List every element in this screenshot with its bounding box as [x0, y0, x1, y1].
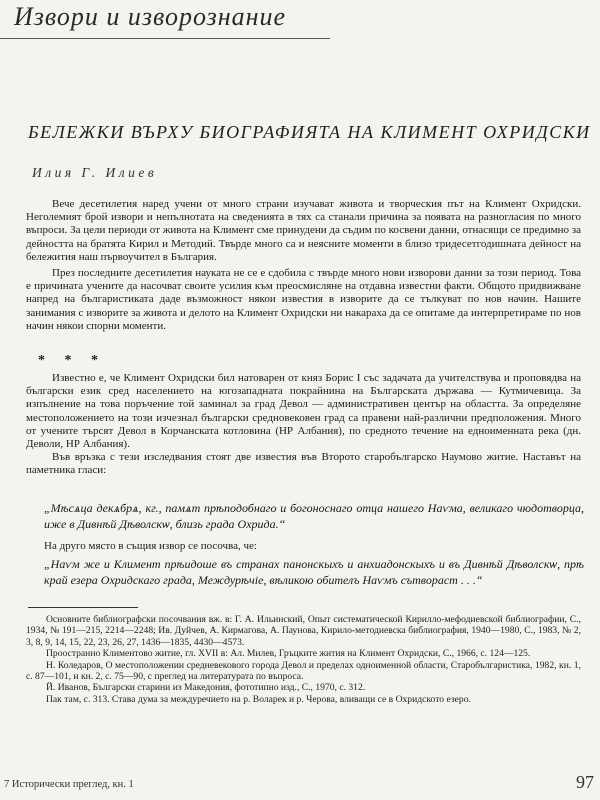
journal-footer: 7 Исторически преглед, кн. 1	[4, 779, 134, 790]
paragraph-text: Вече десетилетия наред учени от много страни изучават живота и творческия път на Климент Охридски. Неголемият брой извори и непълнотата на сведенията в тях са станали причина за появата на разногласия по много въпроси. За цели периоди от живота на Климент сме принудени да съдим по косвени данни, отнасящи се предимно за дейността на братята Кирил и Методий. Твърде много са и неясните моменти в близо тридесетгодишната дейност на бележития наш първоучител в България.	[26, 198, 581, 263]
page-number: 97	[576, 772, 594, 792]
quote-2: „Наѵм же и Климент прѣидоше въ странах панонскыхъ и анхиадонскыхъ и въ Дивнѣй Дѣволскѡ, прѣ край езера Охридскаго града, Междурѣчіе, вѣликою обителъ Наѵмъ сътвораст . . .“	[44, 557, 584, 587]
paragraph-text: През последните десетилетия науката не се е сдобила с твърде много нови изворови данни за този период. Това е причината учените да насочват своите усилия към преосмисляне на отдавна известни факти. Общото придвижване напред на българистиката даде възможност някои известия в изворите да се тълкуват по нов начин. Нашите занимания с изворите за живота и делото на Климент Охридски ни накараха да се опитаме да интерпретираме по нов начин някои спорни моменти.	[26, 267, 581, 332]
footnote-1: Основните библиографски посочвания вж. в: Г. А. Ильинский, Опыт систематической Кирилло-мефодиевской библиографии, С., 1934, № 191—215, 2214—2248; Ив. Дуйчев, А. Кирмагова, А. Паунова, Кирило-методиевска библиография, 1940—1980, С., 1983, № 2, 3, 8, 9, 14, 15, 22, 23, 26, 27, 1436—1835, 4430—4573.	[26, 614, 581, 648]
section-title-rule	[0, 38, 330, 39]
footnote-5: Пак там, с. 313. Става дума за междуречието на р. Воларек и р. Черова, вливащи се в Охридското езеро.	[46, 693, 471, 705]
footnotes	[26, 614, 581, 705]
paragraph-text: Известно е, че Климент Охридски бил натоварен от княз Борис I със задачата да учителствува и проповядва на български език сред населението на югозападната покрайнина на Българската държава — Кутмичевица. За изпълнение на това поръчение той заминал за град Девол — административен център на областта. За определяне местоположението на този изчезнал български средновековен град са правени най-различни предположения. Много от учените търсят Девол в Корчанската котловина (НР Албания), по средното течение на едноименната река (дн. Деволи, НР Албания).	[26, 372, 581, 451]
footnote-rule	[28, 607, 138, 608]
paragraph-text: Във връзка с тези изследвания стоят две известия във Второто старобългарско Наумово житие. Наставът на паметника гласи:	[26, 451, 581, 477]
intro-paragraph-1	[26, 198, 581, 264]
footnote-2: Проостранно Климентово житие, гл. XVII в: Ал. Милев, Гръцките жития на Климент Охридски, С., 1966, с. 124—125.	[46, 648, 531, 660]
footnote-4: Й. Иванов, Български старини из Македония, фототипно изд., С., 1970, с. 312.	[46, 682, 366, 694]
body-paragraphs	[26, 372, 581, 478]
section-title: Извори и изворознание	[14, 2, 287, 31]
section-divider: * * *	[38, 353, 106, 368]
quote-1: „Мѣсѧца декѧбрѧ, кг., памѧт прѣподобнаго и богоноснаго отца нашего Наѵма, великаго чюдотворца, иже в Дивнѣй Дѣволскѡ, близь града Охрида.“	[44, 501, 584, 531]
footnote-3: Н. Коледаров, О местоположении средневекового города Девол и пределах одноименной области, Старобългаристика, 1982, кн. 1, с. 87—101, и кн. 2, с. 75—90, с преглед на литературата по въпроса.	[26, 659, 581, 683]
intro-paragraph-2	[26, 267, 581, 333]
transition-text: На друго място в същия извор се посочва, че:	[44, 540, 257, 552]
article-title: БЕЛЕЖКИ ВЪРХУ БИОГРАФИЯТА НА КЛИМЕНТ ОХРИДСКИ	[28, 122, 591, 142]
article-author: Илия Г. Илиев	[32, 165, 158, 180]
